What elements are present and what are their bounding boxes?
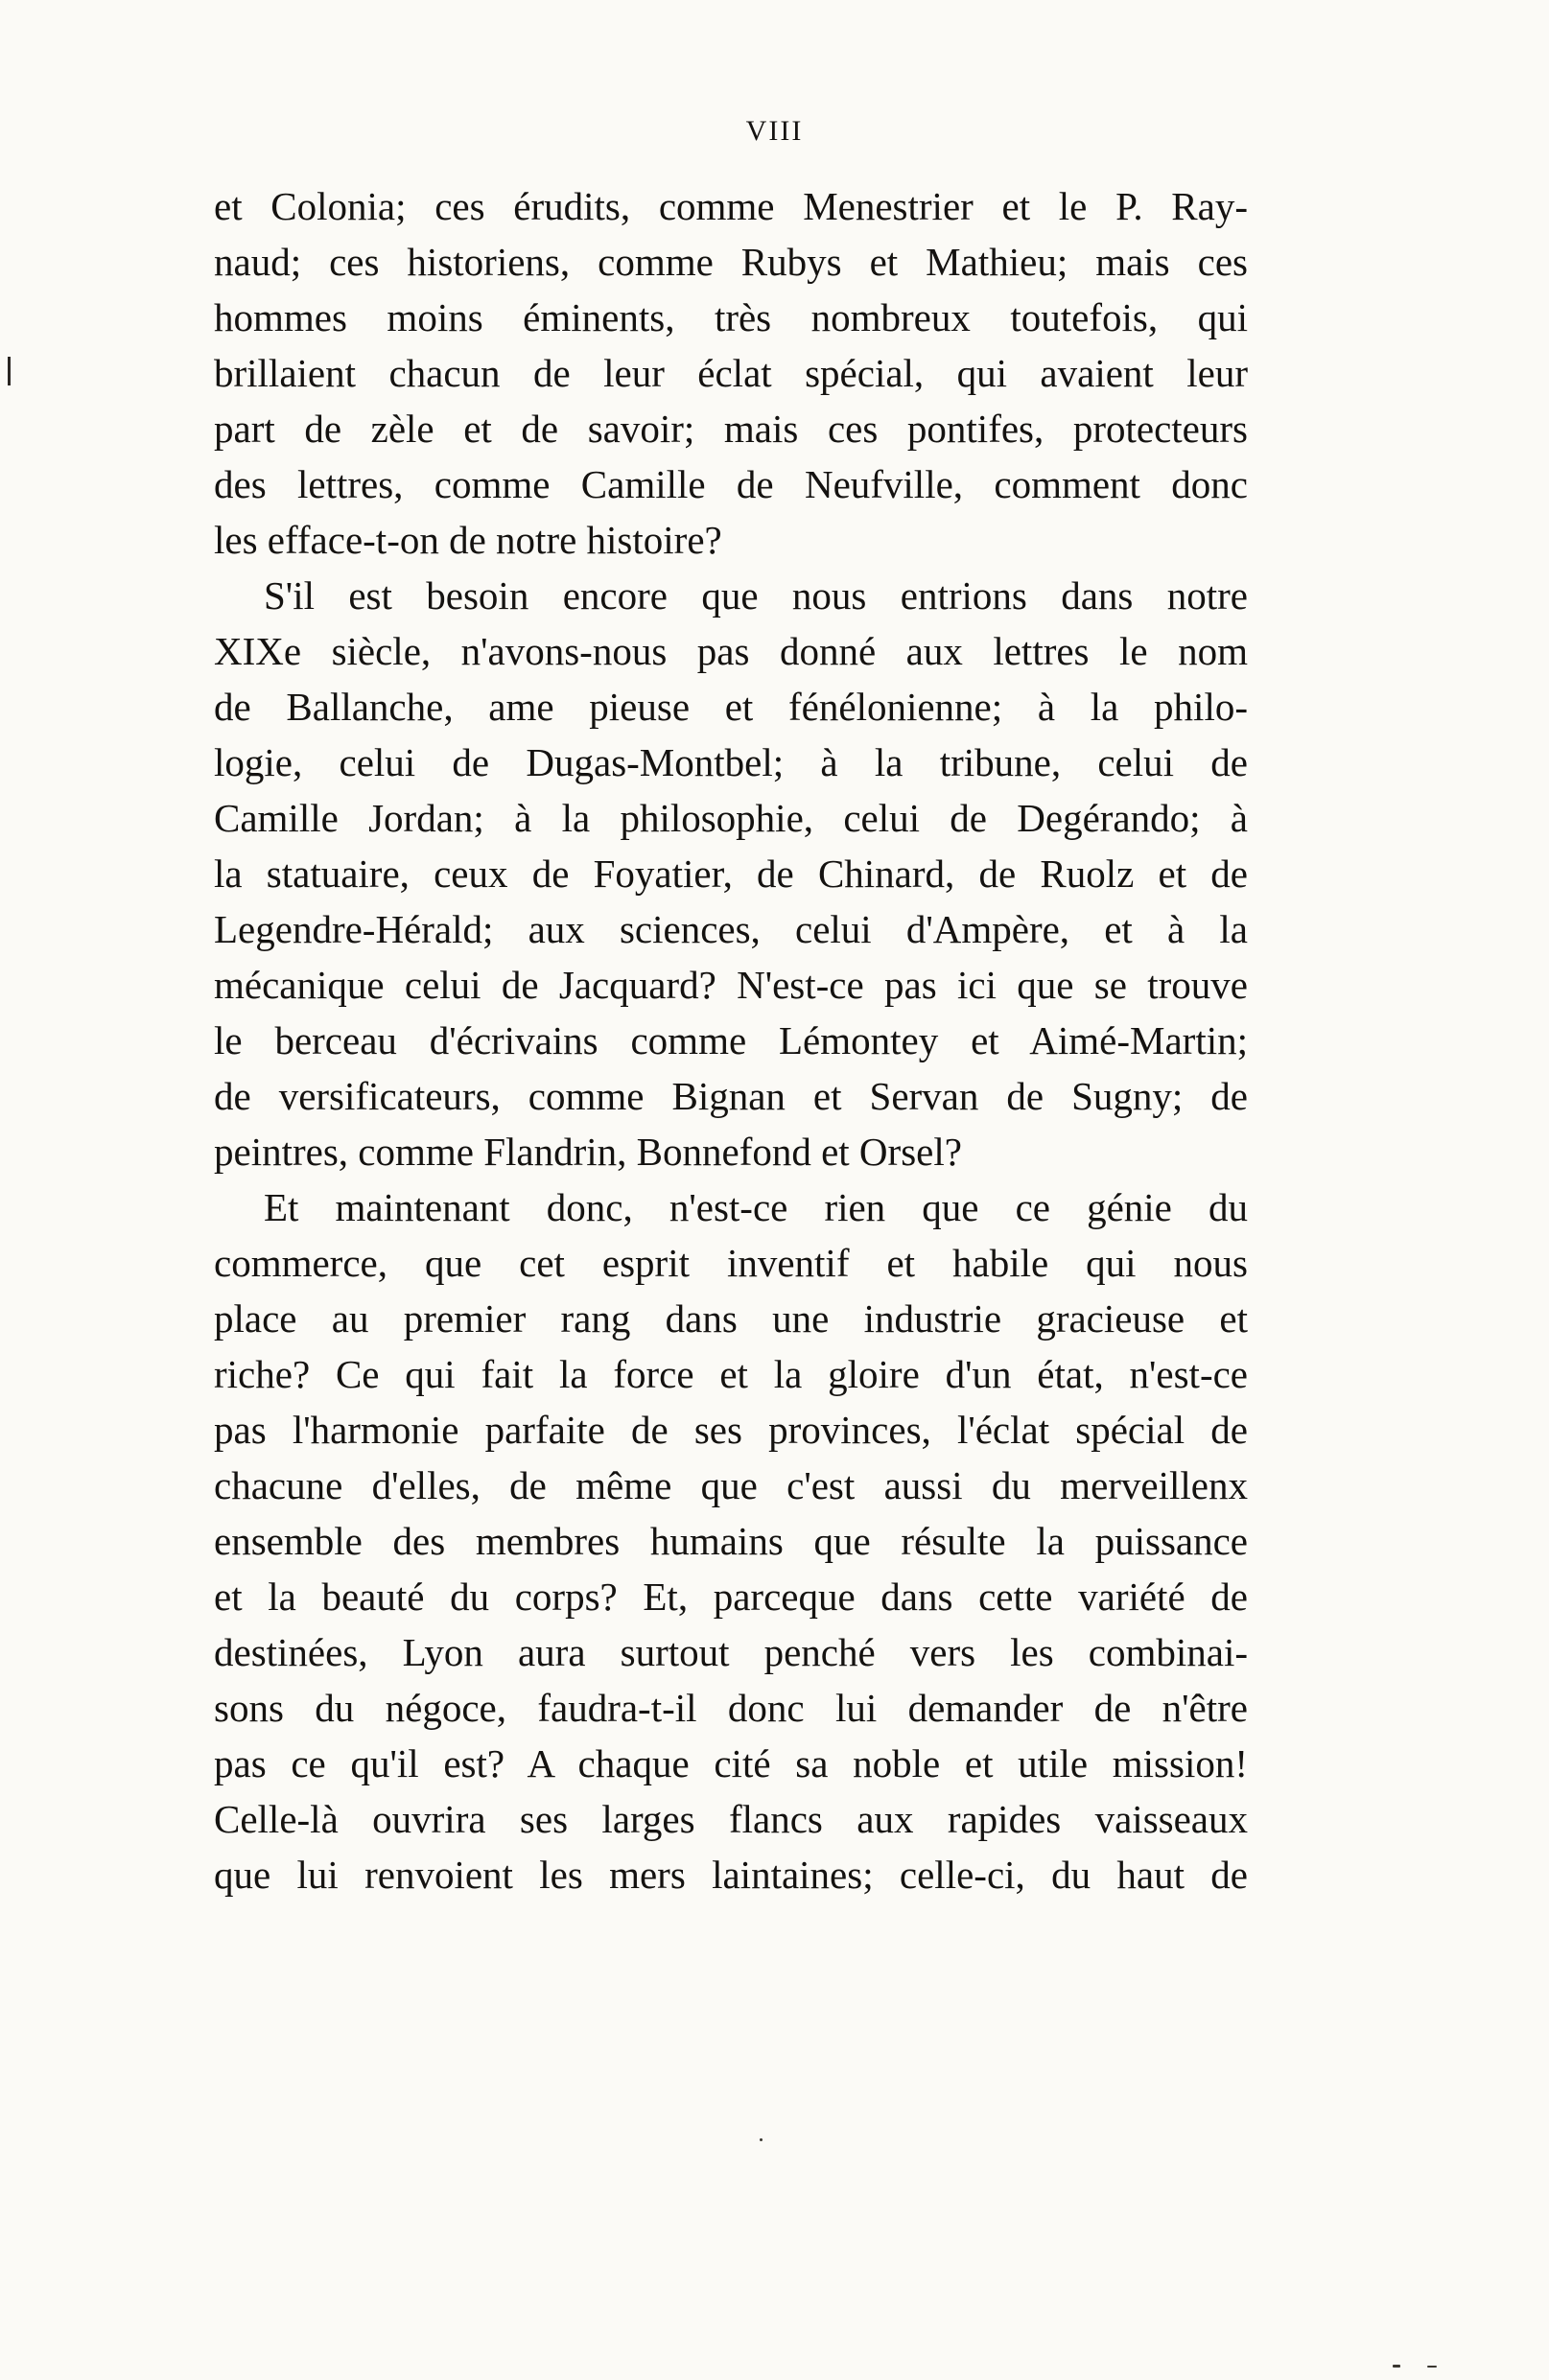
text-line: part de zèle et de savoir; mais ces pontifes, protecteurs [214,407,1248,451]
margin-mark [8,357,11,385]
text-line: sons du négoce, faudra-t-il donc lui demander de n'être [214,1686,1248,1730]
print-speck [1393,2365,1400,2368]
text-line: chacune d'elles, de même que c'est aussi du merveillenx [214,1463,1248,1507]
text-line-paragraph-start: Et maintenant donc, n'est-ce rien que ce génie du [264,1185,1248,1229]
text-line: destinées, Lyon aura surtout penché vers les combinai- [214,1630,1248,1674]
text-line: le berceau d'écrivains comme Lémontey et Aimé-Martin; [214,1018,1248,1062]
text-line: et Colonia; ces érudits, comme Menestrier et le P. Ray- [214,184,1248,228]
text-line-paragraph-end: les efface-t-on de notre histoire? [214,518,722,562]
text-line: de Ballanche, ame pieuse et fénélonienne; à la philo- [214,685,1248,729]
print-speck [760,2138,763,2141]
text-line: de versificateurs, comme Bignan et Servan de Sugny; de [214,1074,1248,1118]
text-line: riche? Ce qui fait la force et la gloire d'un état, n'est-ce [214,1352,1248,1396]
text-line: des lettres, comme Camille de Neufville, comment donc [214,462,1248,506]
text-line: que lui renvoient les mers laintaines; celle-ci, du haut de [214,1853,1248,1897]
text-line: pas ce qu'il est? A chaque cité sa noble et utile mission! [214,1741,1248,1785]
text-line: naud; ces historiens, comme Rubys et Mathieu; mais ces [214,240,1248,284]
text-line: place au premier rang dans une industrie gracieuse et [214,1296,1248,1341]
text-line: ensemble des membres humains que résulte la puissance [214,1519,1248,1563]
text-line: Legendre-Hérald; aux sciences, celui d'Ampère, et à la [214,907,1248,951]
text-line: logie, celui de Dugas-Montbel; à la tribune, celui de [214,740,1248,784]
text-line: brillaient chacun de leur éclat spécial, qui avaient leur [214,351,1248,395]
text-line: XIXe siècle, n'avons-nous pas donné aux lettres le nom [214,629,1248,673]
text-line: Camille Jordan; à la philosophie, celui de Degérando; à [214,796,1248,840]
text-line: commerce, que cet esprit inventif et habile qui nous [214,1241,1248,1285]
page-number: VIII [745,115,804,147]
text-line: pas l'harmonie parfaite de ses provinces, l'éclat spécial de [214,1408,1248,1452]
print-speck [1427,2366,1437,2368]
body-text [214,178,1248,1902]
text-line-paragraph-start: S'il est besoin encore que nous entrions dans notre [264,573,1248,618]
text-line: la statuaire, ceux de Foyatier, de Chinard, de Ruolz et de [214,852,1248,896]
text-line: hommes moins éminents, très nombreux toutefois, qui [214,295,1248,339]
text-line: et la beauté du corps? Et, parceque dans cette variété de [214,1575,1248,1619]
text-line: Celle-là ouvrira ses larges flancs aux rapides vaisseaux [214,1797,1248,1841]
text-line: mécanique celui de Jacquard? N'est-ce pas ici que se trouve [214,963,1248,1007]
text-line-paragraph-end: peintres, comme Flandrin, Bonnefond et Orsel? [214,1130,962,1174]
